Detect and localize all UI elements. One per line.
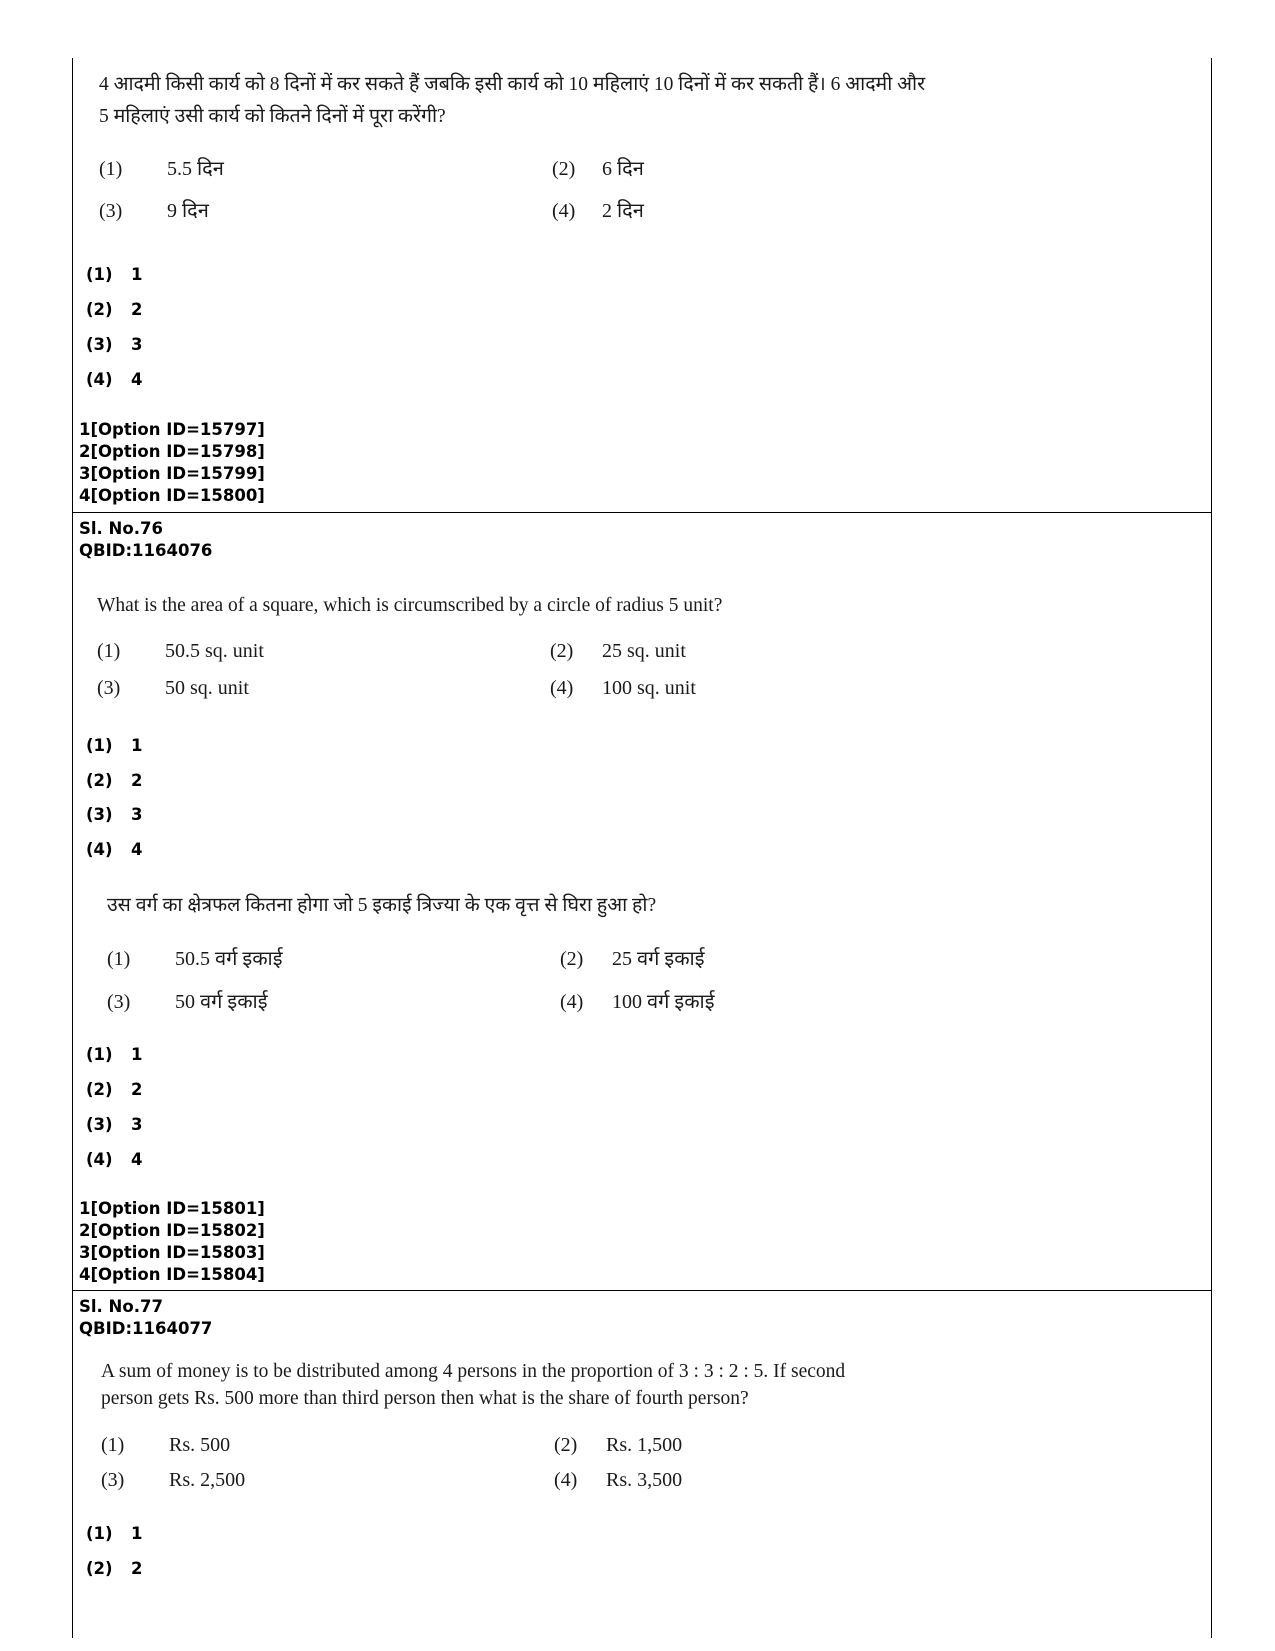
option-value: 5.5 दिन bbox=[167, 158, 224, 180]
left-border bbox=[72, 58, 73, 1638]
divider-q75-q76 bbox=[72, 512, 1212, 513]
option-number: (1) bbox=[99, 158, 123, 180]
option-number: (1) bbox=[107, 948, 131, 970]
option-value: 50 sq. unit bbox=[165, 677, 249, 699]
option-value: 50.5 वर्ग इकाई bbox=[175, 948, 283, 970]
q76-english-question: What is the area of a square, which is circumscribed by a circle of radius 5 unit? bbox=[97, 595, 723, 616]
option-number: (4) bbox=[552, 200, 576, 222]
option-id-line: 1[Option ID=15797] bbox=[79, 420, 265, 439]
serial-number: Sl. No.77 bbox=[79, 1297, 163, 1316]
q76-hindi-question: उस वर्ग का क्षेत्रफल कितना होगा जो 5 इकाई त्रिज्या के एक वृत्त से घिरा हुआ हो? bbox=[107, 895, 657, 916]
qbid: QBID:1164077 bbox=[79, 1319, 213, 1338]
right-border bbox=[1211, 58, 1212, 1638]
q75-question-line2: 5 महिलाएं उसी कार्य को कितने दिनों में पूरा करेंगी? bbox=[99, 106, 446, 127]
option-value: 9 दिन bbox=[167, 200, 209, 222]
option-number: (2) bbox=[552, 158, 576, 180]
option-number: (1) bbox=[97, 640, 121, 662]
answer-value: 2 bbox=[131, 771, 143, 790]
answer-value: 3 bbox=[131, 1115, 143, 1134]
answer-number: (4) bbox=[86, 370, 113, 389]
option-value: Rs. 3,500 bbox=[606, 1469, 683, 1491]
answer-value: 4 bbox=[131, 370, 143, 389]
answer-number: (3) bbox=[86, 1115, 113, 1134]
q76-option-ids bbox=[79, 1198, 265, 1286]
option-number: (2) bbox=[554, 1434, 578, 1456]
option-value: Rs. 2,500 bbox=[169, 1469, 246, 1491]
answer-value: 1 bbox=[131, 1524, 143, 1543]
q76-header bbox=[79, 518, 212, 562]
answer-number: (4) bbox=[86, 840, 113, 859]
option-value: 25 sq. unit bbox=[602, 640, 686, 662]
option-value: 50 वर्ग इकाई bbox=[175, 991, 268, 1013]
answer-value: 2 bbox=[131, 1559, 143, 1578]
answer-value: 4 bbox=[131, 1150, 143, 1169]
option-id-line: 1[Option ID=15801] bbox=[79, 1199, 265, 1218]
option-value: Rs. 500 bbox=[169, 1434, 231, 1456]
option-number: (4) bbox=[560, 991, 584, 1013]
answer-number: (2) bbox=[86, 1559, 113, 1578]
option-value: 6 दिन bbox=[602, 158, 644, 180]
option-number: (2) bbox=[560, 948, 584, 970]
answer-value: 4 bbox=[131, 840, 143, 859]
answer-value: 1 bbox=[131, 736, 143, 755]
option-id-line: 4[Option ID=15800] bbox=[79, 486, 265, 505]
option-value: 50.5 sq. unit bbox=[165, 640, 264, 662]
option-value: Rs. 1,500 bbox=[606, 1434, 683, 1456]
option-id-line: 3[Option ID=15799] bbox=[79, 464, 265, 483]
option-number: (3) bbox=[99, 200, 123, 222]
option-number: (1) bbox=[101, 1434, 125, 1456]
q75-option-ids bbox=[79, 419, 265, 507]
answer-value: 3 bbox=[131, 805, 143, 824]
option-number: (3) bbox=[97, 677, 121, 699]
option-value: 100 sq. unit bbox=[602, 677, 696, 699]
divider-q76-q77 bbox=[72, 1290, 1212, 1291]
option-id-line: 2[Option ID=15798] bbox=[79, 442, 265, 461]
q77-header bbox=[79, 1296, 212, 1340]
answer-value: 1 bbox=[131, 265, 143, 284]
answer-number: (2) bbox=[86, 300, 113, 319]
answer-number: (3) bbox=[86, 805, 113, 824]
option-number: (4) bbox=[550, 677, 574, 699]
option-value: 2 दिन bbox=[602, 200, 644, 222]
option-id-line: 4[Option ID=15804] bbox=[79, 1265, 265, 1284]
answer-number: (2) bbox=[86, 771, 113, 790]
answer-number: (3) bbox=[86, 335, 113, 354]
answer-number: (1) bbox=[86, 1045, 113, 1064]
answer-value: 3 bbox=[131, 335, 143, 354]
answer-value: 1 bbox=[131, 1045, 143, 1064]
answer-number: (1) bbox=[86, 736, 113, 755]
option-number: (2) bbox=[550, 640, 574, 662]
answer-number: (2) bbox=[86, 1080, 113, 1099]
q75-question-line1: 4 आदमी किसी कार्य को 8 दिनों में कर सकते हैं जबकि इसी कार्य को 10 महिलाएं 10 दिनों में कर सकती हैं। 6 आदमी और bbox=[99, 74, 926, 95]
option-id-line: 3[Option ID=15803] bbox=[79, 1243, 265, 1262]
answer-value: 2 bbox=[131, 1080, 143, 1099]
answer-number: (1) bbox=[86, 265, 113, 284]
qbid: QBID:1164076 bbox=[79, 541, 213, 560]
option-number: (3) bbox=[101, 1469, 125, 1491]
option-id-line: 2[Option ID=15802] bbox=[79, 1221, 265, 1240]
answer-number: (1) bbox=[86, 1524, 113, 1543]
option-value: 25 वर्ग इकाई bbox=[612, 948, 705, 970]
option-number: (3) bbox=[107, 991, 131, 1013]
option-number: (4) bbox=[554, 1469, 578, 1491]
serial-number: Sl. No.76 bbox=[79, 519, 163, 538]
q77-question-line1: A sum of money is to be distributed among 4 persons in the proportion of 3 : 3 : 2 : 5. If second bbox=[101, 1361, 846, 1382]
option-value: 100 वर्ग इकाई bbox=[612, 991, 715, 1013]
q77-question-line2: person gets Rs. 500 more than third person then what is the share of fourth person? bbox=[101, 1388, 749, 1409]
answer-value: 2 bbox=[131, 300, 143, 319]
answer-number: (4) bbox=[86, 1150, 113, 1169]
